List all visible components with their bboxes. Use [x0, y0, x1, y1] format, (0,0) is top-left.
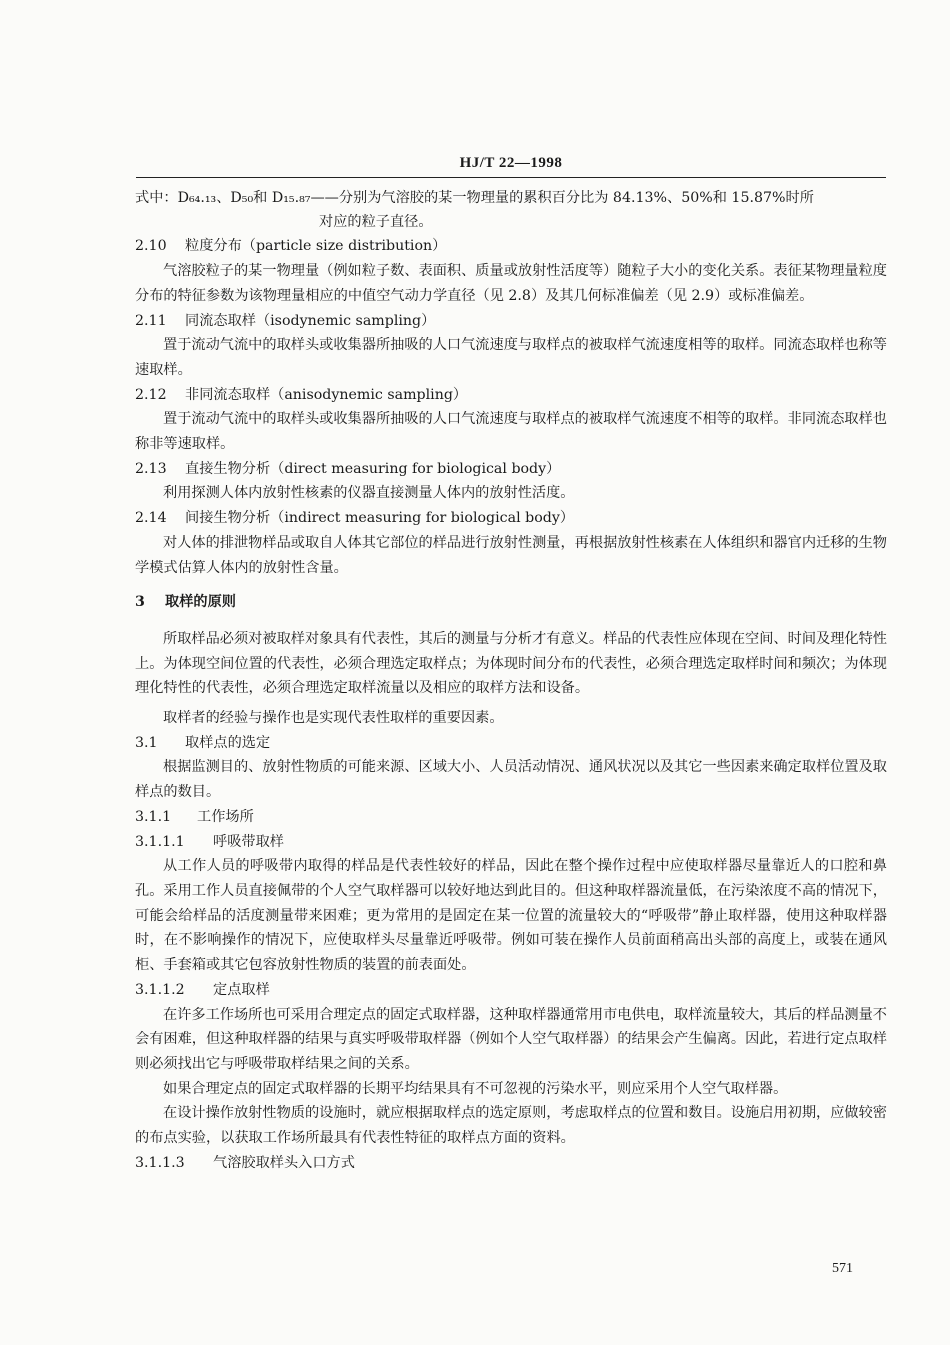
page-header: HJ/T 22—1998: [459, 155, 563, 171]
chapter-3-paragraph-2: 取样者的经验与操作也是实现代表性取样的重要因素。: [163, 710, 504, 727]
section-body-2-10: 气溶胶粒子的某一物理量（例如粒子数、表面积、质量或放射性活度等）随粒子大小的变化关系。表征某物理量粒度分布的特征参数为该物理量相应的中值空气动力学直径（见 2.8）及其几何标准偏差（见 2.9）或标准偏差。: [135, 263, 887, 304]
section-body-3-1-1-2-a: 在许多工作场所也可采用合理定点的固定式取样器，这种取样器通常用市电供电，取样流量较大，其后的样品测量不会有困难，但这种取样器的结果与真实呼吸带取样器（例如个人空气取样器）的结果会产生偏离。因此，若进行定点取样则必须找出它与呼吸带取样结果之间的关系。: [135, 1006, 887, 1072]
section-title: 工作场所: [197, 808, 254, 825]
section-heading-3-1-1-3: [135, 1151, 887, 1176]
section-heading-3-1-1: [135, 805, 887, 830]
section-heading-2-14: [135, 506, 887, 531]
section-title: 取样点的选定: [185, 734, 271, 751]
section-heading-3-1: [135, 731, 887, 756]
section-number: 2.11: [135, 312, 167, 329]
section-heading-3-1-1-2: [135, 978, 887, 1003]
section-body-2-14: 对人体的排泄物样品或取自人体其它部位的样品进行放射性测量，再根据放射性核素在人体组织和器官内迁移的生物学模式估算人体内的放射性含量。: [135, 534, 887, 576]
section-title: 呼吸带取样: [213, 833, 284, 850]
section-body-3-1: 根据监测目的、放射性物质的可能来源、区域大小、人员活动情况、通风状况以及其它一些因素来确定取样位置及取样点的数目。: [135, 759, 887, 801]
section-body-2-12: 置于流动气流中的取样头或收集器所抽吸的人口气流速度与取样点的被取样气流速度不相等的取样。非同流态取样也称非等速取样。: [135, 411, 887, 453]
section-title: 间接生物分析（indirect measuring for biological body）: [185, 510, 575, 527]
section-number: 3.1.1: [135, 808, 172, 825]
chapter-number: 3: [135, 594, 145, 611]
section-body-3-1-1-2-b: 如果合理定点的固定式取样器的长期平均结果具有不可忽视的污染水平，则应采用个人空气取样器。: [163, 1080, 788, 1097]
section-number: 2.12: [135, 386, 167, 403]
section-heading-2-11: [135, 309, 887, 334]
formula-note: 式中：D₆₄.₁₃、D₅₀和 D₁₅.₈₇——分别为气溶胶的某一物理量的累积百分比为 84.13%、50%和 15.87%时所: [135, 190, 814, 206]
section-heading-2-13: [135, 457, 887, 482]
section-number: 2.10: [135, 238, 167, 255]
section-title: 气溶胶取样头入口方式: [213, 1154, 355, 1171]
section-body-2-13: 利用探测人体内放射性核素的仪器直接测量人体内的放射性活度。: [163, 485, 575, 502]
section-number: 2.14: [135, 510, 167, 527]
section-number: 3.1.1.3: [135, 1154, 185, 1171]
chapter-heading-3: [135, 590, 887, 615]
page-number: 571: [832, 1261, 853, 1276]
section-body-3-1-1-1: 从工作人员的呼吸带内取得的样品是代表性较好的样品，因此在整个操作过程中应使取样器尽量靠近人的口腔和鼻孔。采用工作人员直接佩带的个人空气取样器可以较好地达到此目的。但这种取样器流量低，在污染浓度不高的情况下，可能会给样品的活度测量带来困难；更为常用的是固定在某一位置的流量较大的“呼吸带”静止取样器，使用这种取样器时，在不影响操作的情况下，应使取样头尽量靠近呼吸带。例如可装在操作人员前面稍高出头部的高度上，或装在通风柜、手套箱或其它包容放射性物质的装置的前表面处。: [135, 858, 887, 974]
section-number: 2.13: [135, 460, 167, 477]
section-title: 非同流态取样（anisodynemic sampling）: [185, 386, 468, 403]
section-heading-2-12: [135, 383, 887, 408]
section-heading-2-10: [135, 234, 887, 259]
section-title: 同流态取样（isodynemic sampling）: [185, 312, 436, 329]
section-title: 粒度分布（particle size distribution）: [185, 238, 447, 255]
section-title: 直接生物分析（direct measuring for biological body）: [185, 460, 561, 477]
section-number: 3.1.1.1: [135, 833, 185, 850]
section-body-3-1-1-2-c: 在设计操作放射性物质的设施时，就应根据取样点的选定原则，考虑取样点的位置和数目。设施启用初期，应做较密的布点实验，以获取工作场所最具有代表性特征的取样点方面的资料。: [135, 1105, 887, 1147]
header-rule: [136, 177, 886, 178]
body-text: [135, 186, 887, 1175]
chapter-title: 取样的原则: [165, 594, 236, 611]
section-title: 定点取样: [213, 981, 270, 998]
section-heading-3-1-1-1: [135, 830, 887, 855]
section-body-2-11: 置于流动气流中的取样头或收集器所抽吸的人口气流速度与取样点的被取样气流速度相等的取样。同流态取样也称等速取样。: [135, 337, 887, 378]
formula-note-continued: 对应的粒子直径。: [319, 213, 433, 230]
section-number: 3.1.1.2: [135, 981, 185, 998]
section-number: 3.1: [135, 734, 158, 751]
chapter-3-paragraph-1: 所取样品必须对被取样对象具有代表性，其后的测量与分析才有意义。样品的代表性应体现在空间、时间及理化特性上。为体现空间位置的代表性，必须合理选定取样点；为体现时间分布的代表性，必须合理选定取样时间和频次；为体现理化特性的代表性，必须合理选定取样流量以及相应的取样方法和设备。: [135, 630, 887, 697]
